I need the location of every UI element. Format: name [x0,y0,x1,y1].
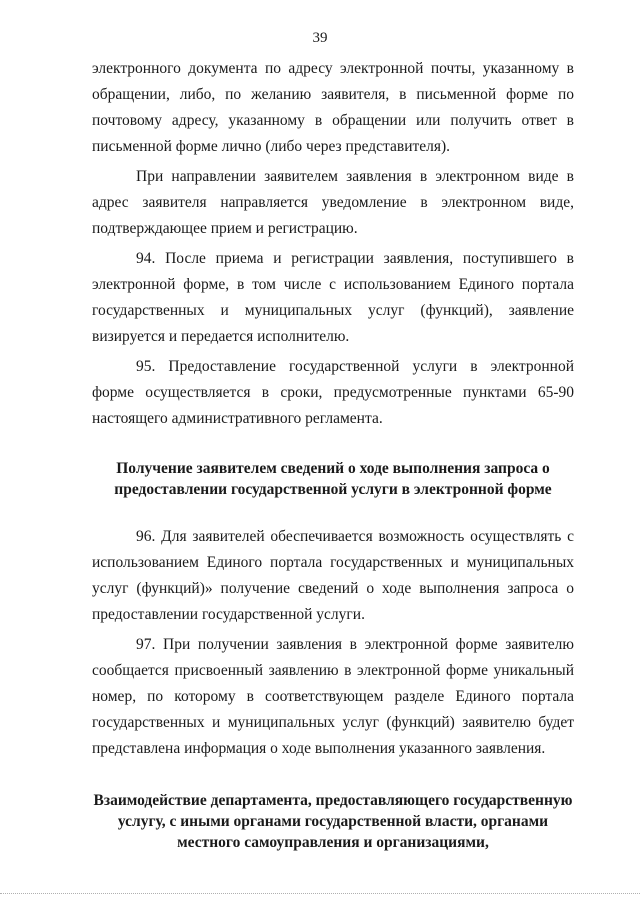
paragraph-96: 96. Для заявителей обеспечивается возможность осуществлять с использованием Единого портала государственных и муниципальных услуг (функций)» получение сведений о ходе выполнения запроса о предоставлении государственной услуги. [92,528,574,623]
paragraph-notification: При направлении заявителем заявления в электронном виде в адрес заявителя направляется уведомление в электронном виде, подтверждающее прием и регистрацию. [92,168,574,237]
paragraph-95: 95. Предоставление государственной услуги в электронной форме осуществляется в сроки, предусмотренные пунктами 65-90 настоящего административного регламента. [92,358,574,427]
page-bottom-edge [0,893,640,894]
section-heading-status: Получение заявителем сведений о ходе выполнения запроса о предоставлении государственной услуги в электронной форме [114,460,552,498]
document-body [92,56,574,853]
paragraph-94: 94. После приема и регистрации заявления, поступившего в электронной форме, в том числе с использованием Единого портала государственных и муниципальных услуг (функций), заявление визируется и передается исполнителю. [92,250,574,345]
paragraph-continuation: электронного документа по адресу электронной почты, указанному в обращении, либо, по желанию заявителя, в письменной форме по почтовому адресу, указанному в обращении или получить ответ в письменной форме лично (либо через представителя). [92,60,574,155]
paragraph-97: 97. При получении заявления в электронной форме заявителю сообщается присвоенный заявлению в электронной форме уникальный номер, по которому в соответствующем разделе Единого портала государственных и муниципальных услуг (функций) заявителю будет представлена информация о ходе выполнения указанного заявления. [92,636,574,757]
section-heading-interaction: Взаимодействие департамента, предоставляющего государственную услугу, с иными органами государственной власти, органами местного самоуправления и организациями, [93,792,573,851]
page-number: 39 [312,30,328,46]
